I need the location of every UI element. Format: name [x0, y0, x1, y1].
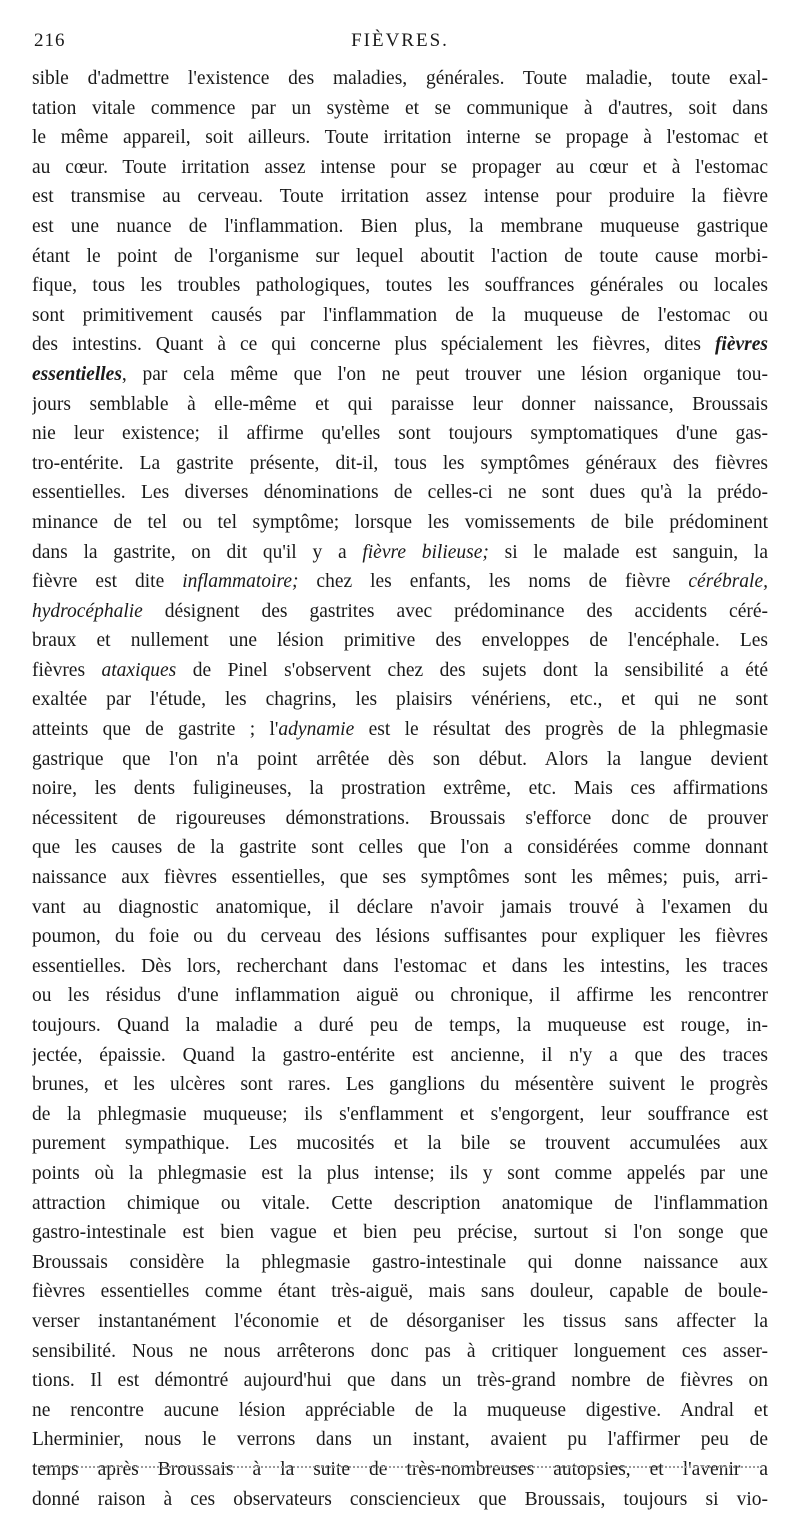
- text-line: [32, 656, 768, 686]
- text-line: [32, 952, 768, 982]
- text-line: [32, 1248, 768, 1278]
- text-fragment: essentielles. Les diverses dénominations de celles-ci ne sont dues qu'à la prédo-: [32, 482, 768, 503]
- text-line: [32, 804, 768, 834]
- text-fragment: étant le point de l'organisme sur lequel aboutit l'action de toute cause morbi-: [32, 246, 768, 267]
- text-fragment: toujours. Quand la maladie a duré peu de temps, la muqueuse est rouge, in-: [32, 1015, 768, 1036]
- emphasis-text: inflammatoire;: [182, 571, 298, 592]
- text-fragment: fique, tous les troubles pathologiques, toutes les souffrances générales ou locales: [32, 275, 768, 296]
- text-fragment: est une nuance de l'inflammation. Bien plus, la membrane muqueuse gastrique: [32, 216, 768, 237]
- text-line: [32, 1337, 768, 1367]
- body-text: [32, 64, 768, 1514]
- text-fragment: , par cela même que l'on ne peut trouver une lésion organique tou-: [122, 364, 768, 385]
- text-line: [32, 419, 768, 449]
- text-line: [32, 745, 768, 775]
- page-number: 216: [34, 30, 66, 52]
- text-fragment: purement sympathique. Les mucosités et la bile se trouvent accumulées aux: [32, 1133, 768, 1154]
- text-fragment: exaltée par l'étude, les chagrins, les plaisirs vénériens, etc., et qui ne sont: [32, 689, 768, 710]
- text-fragment: nécessitent de rigoureuses démonstrations. Broussais s'efforce donc de prouver: [32, 808, 768, 829]
- text-fragment: est transmise au cerveau. Toute irritation assez intense pour produire la fièvre: [32, 186, 768, 207]
- text-fragment: de la phlegmasie muqueuse; ils s'enflamment et s'engorgent, leur souffrance est: [32, 1104, 768, 1125]
- running-title: FIÈVRES.: [32, 30, 768, 52]
- text-fragment: ou les résidus d'une inflammation aiguë ou chronique, il affirme les rencontrer: [32, 985, 768, 1006]
- text-fragment: de Pinel s'observent chez des sujets dont la sensibilité a été: [176, 660, 768, 681]
- text-line: [32, 1425, 768, 1455]
- emphasis-text: fièvre bilieuse;: [362, 542, 489, 563]
- text-line: [32, 538, 768, 568]
- text-line: [32, 330, 768, 360]
- text-line: [32, 123, 768, 153]
- text-fragment: désignent des gastrites avec prédominance des accidents céré-: [143, 601, 768, 622]
- text-fragment: verser instantanément l'économie et de désorganiser les tissus sans affecter la: [32, 1311, 768, 1332]
- text-fragment: vant au diagnostic anatomique, il déclare n'avoir jamais trouvé à l'examen du: [32, 897, 768, 918]
- text-fragment: jectée, épaissie. Quand la gastro-entérite est ancienne, il n'y a que des traces: [32, 1045, 768, 1066]
- text-fragment: Broussais considère la phlegmasie gastro-intestinale qui donne naissance aux: [32, 1252, 768, 1273]
- text-fragment: tation vitale commence par un système et se communique à d'autres, soit dans: [32, 98, 768, 119]
- text-line: [32, 153, 768, 183]
- text-fragment: fièvres: [32, 660, 102, 681]
- text-fragment: fièvres essentielles comme étant très-aiguë, mais sans douleur, capable de boule-: [32, 1281, 768, 1302]
- text-line: [32, 922, 768, 952]
- text-line: [32, 508, 768, 538]
- text-line: [32, 64, 768, 94]
- text-line: [32, 478, 768, 508]
- text-fragment: jours semblable à elle-même et qui paraisse leur donner naissance, Broussais: [32, 394, 768, 415]
- running-head: [32, 30, 768, 60]
- text-line: [32, 271, 768, 301]
- text-line: [32, 449, 768, 479]
- text-fragment: sible d'admettre l'existence des maladies, générales. Toute maladie, toute exal-: [32, 68, 768, 89]
- text-fragment: atteints que de gastrite ; l': [32, 719, 278, 740]
- text-line: [32, 774, 768, 804]
- text-line: [32, 626, 768, 656]
- text-fragment: attraction chimique ou vitale. Cette description anatomique de l'inflammation: [32, 1193, 768, 1214]
- text-line: [32, 390, 768, 420]
- emphasis-text: cérébrale,: [688, 571, 768, 592]
- text-line: [32, 242, 768, 272]
- text-fragment: au cœur. Toute irritation assez intense pour se propager au cœur et à l'estomac: [32, 157, 768, 178]
- text-line: [32, 567, 768, 597]
- text-line: [32, 1396, 768, 1426]
- footer-dotted-rule: [38, 1466, 762, 1468]
- text-line: [32, 1159, 768, 1189]
- emphasis-text: fièvres: [715, 334, 768, 355]
- text-line: [32, 1100, 768, 1130]
- text-fragment: fièvre est dite: [32, 571, 182, 592]
- text-fragment: chez les enfants, les noms de fièvre: [298, 571, 688, 592]
- text-fragment: naissance aux fièvres essentielles, que ses symptômes sont les mêmes; puis, arri-: [32, 867, 768, 888]
- text-fragment: essentielles. Dès lors, recherchant dans l'estomac et dans les intestins, les traces: [32, 956, 768, 977]
- text-fragment: sont primitivement causés par l'inflammation de la muqueuse de l'estomac ou: [32, 305, 768, 326]
- book-page: [32, 30, 768, 1514]
- text-fragment: tions. Il est démontré aujourd'hui que dans un très-grand nombre de fièvres on: [32, 1370, 768, 1391]
- text-line: [32, 1307, 768, 1337]
- text-line: [32, 1366, 768, 1396]
- text-line: [32, 1189, 768, 1219]
- text-fragment: nie leur existence; il affirme qu'elles sont toujours symptomatiques d'une gas-: [32, 423, 768, 444]
- text-line: [32, 981, 768, 1011]
- text-line: [32, 715, 768, 745]
- text-fragment: temps après Broussais à la suite de très-nombreuses autopsies, et l'avenir a: [32, 1459, 768, 1480]
- text-fragment: tro-entérite. La gastrite présente, dit-il, tous les symptômes généraux des fièvres: [32, 453, 768, 474]
- text-line: [32, 301, 768, 331]
- text-line: [32, 685, 768, 715]
- text-fragment: Lherminier, nous le verrons dans un instant, avaient pu l'affirmer peu de: [32, 1429, 768, 1450]
- text-line: [32, 360, 768, 390]
- text-line: [32, 1485, 768, 1514]
- emphasis-text: hydrocéphalie: [32, 601, 143, 622]
- text-fragment: points où la phlegmasie est la plus intense; ils y sont comme appelés par une: [32, 1163, 768, 1184]
- text-fragment: donné raison à ces observateurs consciencieux que Broussais, toujours si vio-: [32, 1489, 768, 1510]
- emphasis-text: ataxiques: [102, 660, 177, 681]
- text-line: [32, 1277, 768, 1307]
- text-fragment: brunes, et les ulcères sont rares. Les ganglions du mésentère suivent le progrès: [32, 1074, 768, 1095]
- text-fragment: si le malade est sanguin, la: [489, 542, 768, 563]
- text-line: [32, 182, 768, 212]
- text-line: [32, 1070, 768, 1100]
- text-line: [32, 212, 768, 242]
- text-line: [32, 1129, 768, 1159]
- text-fragment: braux et nullement une lésion primitive des enveloppes de l'encéphale. Les: [32, 630, 768, 651]
- text-line: [32, 833, 768, 863]
- text-line: [32, 863, 768, 893]
- text-fragment: que les causes de la gastrite sont celles que l'on a considérées comme donnant: [32, 837, 768, 858]
- emphasis-text: essentielles: [32, 364, 122, 385]
- text-line: [32, 893, 768, 923]
- text-fragment: gastrique que l'on n'a point arrêtée dès son début. Alors la langue devient: [32, 749, 768, 770]
- text-line: [32, 94, 768, 124]
- text-fragment: le même appareil, soit ailleurs. Toute irritation interne se propage à l'estomac et: [32, 127, 768, 148]
- text-line: [32, 1011, 768, 1041]
- text-fragment: est le résultat des progrès de la phlegmasie: [354, 719, 768, 740]
- text-line: [32, 1455, 768, 1485]
- text-line: [32, 1218, 768, 1248]
- text-fragment: sensibilité. Nous ne nous arrêterons donc pas à critiquer longuement ces asser-: [32, 1341, 768, 1362]
- emphasis-text: adynamie: [278, 719, 354, 740]
- text-fragment: dans la gastrite, on dit qu'il y a: [32, 542, 362, 563]
- text-fragment: des intestins. Quant à ce qui concerne plus spécialement les fièvres, dites: [32, 334, 715, 355]
- text-fragment: poumon, du foie ou du cerveau des lésions suffisantes pour expliquer les fièvres: [32, 926, 768, 947]
- text-fragment: gastro-intestinale est bien vague et bien peu précise, surtout si l'on songe que: [32, 1222, 768, 1243]
- text-fragment: ne rencontre aucune lésion appréciable de la muqueuse digestive. Andral et: [32, 1400, 768, 1421]
- text-fragment: noire, les dents fuligineuses, la prostration extrême, etc. Mais ces affirmations: [32, 778, 768, 799]
- text-fragment: minance de tel ou tel symptôme; lorsque les vomissements de bile prédominent: [32, 512, 768, 533]
- text-line: [32, 1041, 768, 1071]
- text-line: [32, 597, 768, 627]
